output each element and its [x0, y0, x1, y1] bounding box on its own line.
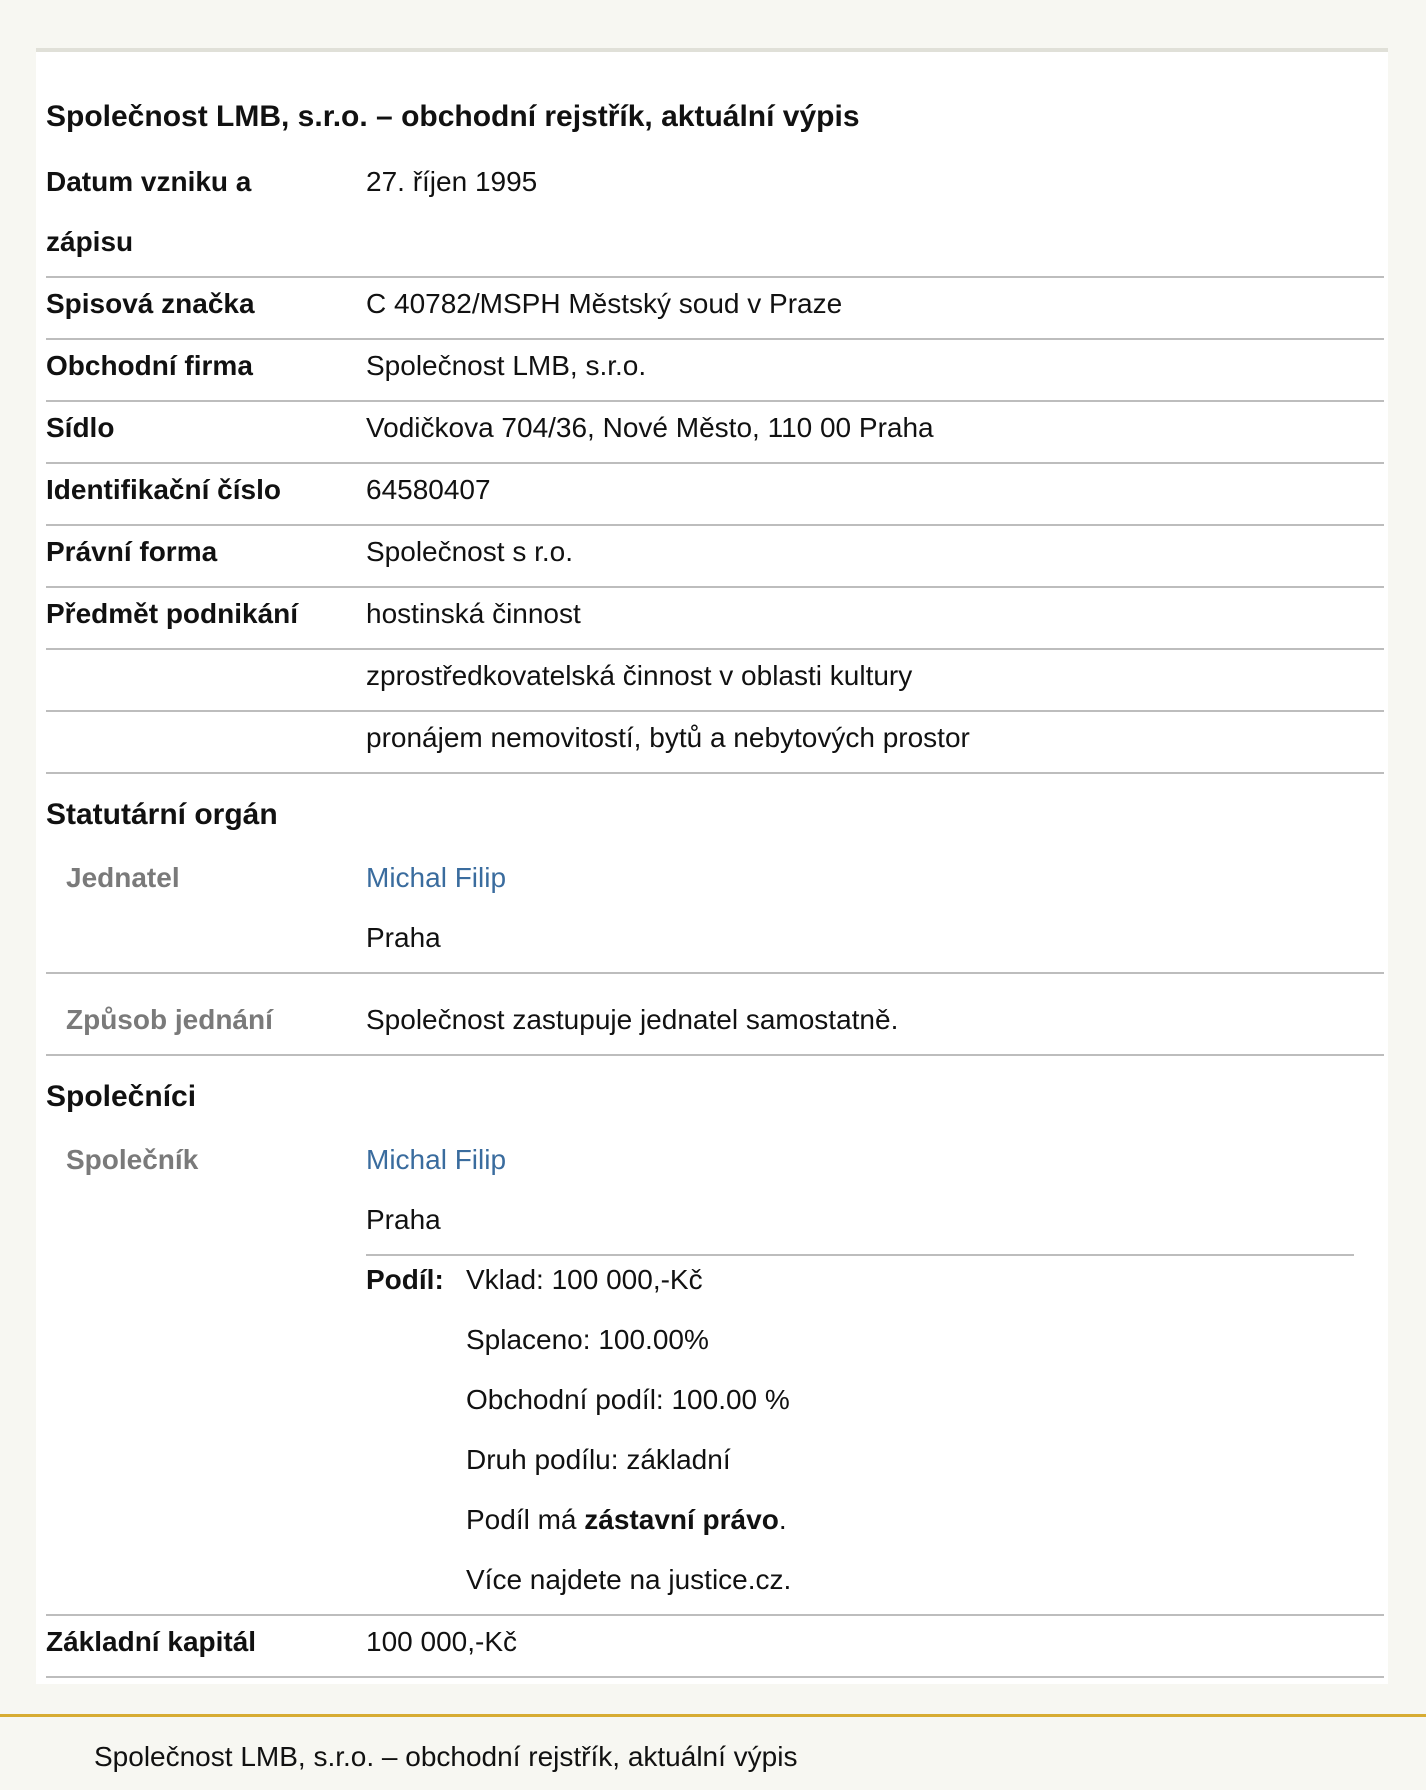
ico-label: Identifikační číslo: [46, 474, 281, 505]
row-divider: [46, 1676, 1384, 1678]
zastava-prefix: Podíl má: [466, 1504, 585, 1535]
ico-value: 64580407: [366, 474, 491, 505]
row-divider: [46, 586, 1384, 588]
zastava-bold: zástavní právo: [584, 1504, 779, 1535]
predmet-label: Předmět podnikání: [46, 598, 299, 629]
datum-value: 27. říjen 1995: [366, 166, 538, 197]
forma-value: Společnost s r.o.: [366, 536, 574, 567]
firma-label: Obchodní firma: [46, 350, 253, 381]
row-divider: [46, 1614, 1384, 1616]
spolecnik-label: Společník: [66, 1144, 199, 1175]
zpusob-value: Společnost zastupuje jednatel samostatně.: [366, 1004, 899, 1035]
row-divider: [46, 648, 1384, 650]
vklad-value: Vklad: 100 000,-Kč: [466, 1264, 703, 1295]
row-divider: [46, 972, 1384, 974]
splaceno-value: Splaceno: 100.00%: [466, 1324, 709, 1355]
footer-text: Společnost LMB, s.r.o. – obchodní rejstřík, aktuální výpis: [94, 1741, 798, 1772]
row-divider: [46, 772, 1384, 774]
row-divider: [46, 710, 1384, 712]
datum-label-line2: zápisu: [46, 226, 134, 257]
jednatel-label: Jednatel: [66, 862, 180, 893]
zpusob-label: Způsob jednání: [66, 1004, 273, 1035]
share-divider: [366, 1254, 1354, 1256]
row-divider: [46, 276, 1384, 278]
jednatel-name-link[interactable]: Michal Filip: [366, 862, 507, 893]
datum-label-line1: Datum vzniku a: [46, 166, 252, 197]
firma-value: Společnost LMB, s.r.o.: [366, 350, 647, 381]
kapital-label: Základní kapitál: [46, 1626, 257, 1657]
forma-label: Právní forma: [46, 536, 218, 567]
druh-podilu-value: Druh podílu: základní: [466, 1444, 731, 1475]
row-divider: [46, 1054, 1384, 1056]
spolecnik-name-link[interactable]: Michal Filip: [366, 1144, 507, 1175]
spolecnik-city: Praha: [366, 1204, 441, 1235]
jednatel-city: Praha: [366, 922, 441, 953]
obchodni-podil-value: Obchodní podíl: 100.00 %: [466, 1384, 790, 1415]
row-divider: [46, 524, 1384, 526]
statutarni-heading: Statutární orgán: [46, 798, 278, 831]
spisova-value: C 40782/MSPH Městský soud v Praze: [366, 288, 843, 319]
zastavni-pravo-line: [466, 1504, 787, 1536]
zastava-suffix: .: [778, 1504, 787, 1535]
predmet-value: zprostředkovatelská činnost v oblasti kultury: [366, 660, 913, 691]
kapital-value: 100 000,-Kč: [366, 1626, 517, 1657]
row-divider: [46, 338, 1384, 340]
spisova-label: Spisová značka: [46, 288, 255, 319]
row-divider: [46, 462, 1384, 464]
sidlo-label: Sídlo: [46, 412, 115, 443]
register-extract-card: [36, 48, 1388, 1684]
predmet-value: hostinská činnost: [366, 598, 581, 629]
spolecnici-heading: Společníci: [46, 1080, 197, 1113]
sidlo-value: Vodičkova 704/36, Nové Město, 110 00 Praha: [366, 412, 934, 443]
page-title: Společnost LMB, s.r.o. – obchodní rejstřík, aktuální výpis: [46, 100, 860, 133]
footer: [0, 1714, 1426, 1790]
podil-label: Podíl:: [366, 1264, 444, 1295]
vice-info: Více najdete na justice.cz.: [466, 1564, 792, 1595]
row-divider: [46, 400, 1384, 402]
predmet-value: pronájem nemovitostí, bytů a nebytových prostor: [366, 722, 970, 753]
